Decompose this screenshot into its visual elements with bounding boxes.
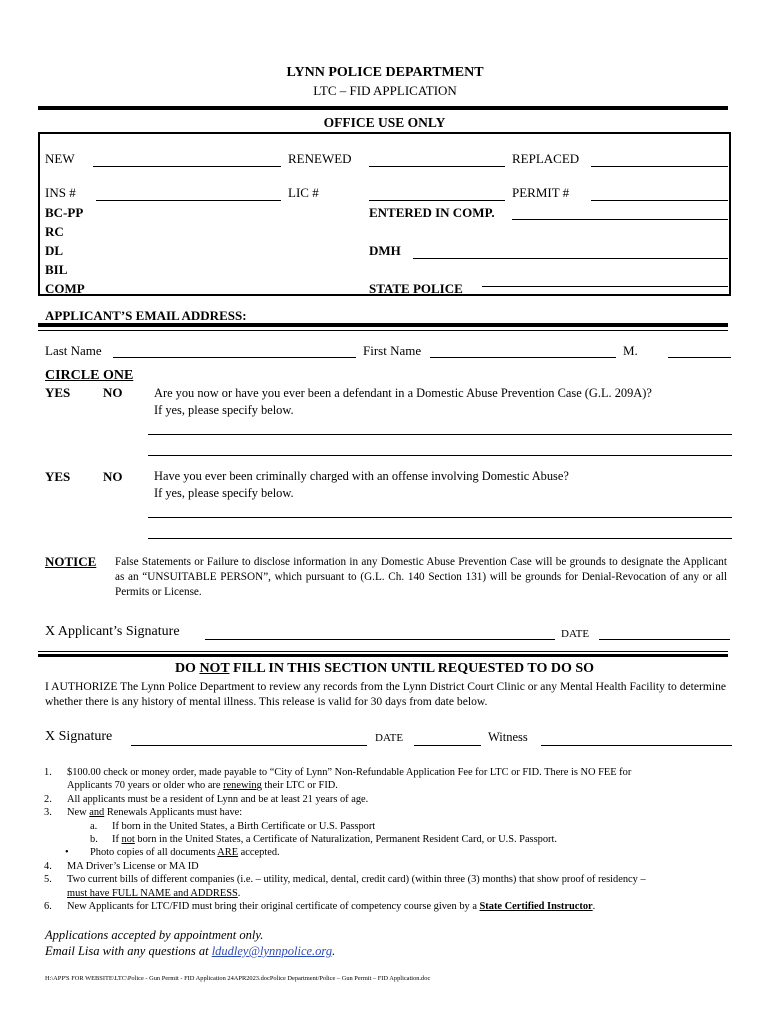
witness-field[interactable]: [541, 745, 732, 746]
requirement-1-part: Applicants 70 years or older who are: [67, 780, 224, 792]
q2-specify: If yes, please specify below.: [154, 486, 294, 500]
office-box-top-rule: [38, 132, 731, 134]
dl-label: DL: [45, 243, 64, 258]
email-label: APPLICANT’S EMAIL ADDRESS:: [45, 308, 247, 323]
file-path: H:\APP'S FOR WEBSITE\LTC\Police - Gun Permit - FID Application 24APR2023.docPolice Department/Police – Gun Permit – FID Application.doc: [45, 975, 431, 982]
list-number: 5.: [44, 874, 52, 886]
q2-no[interactable]: NO: [103, 469, 123, 484]
email-rule-thin: [38, 330, 728, 331]
q1-yes[interactable]: YES: [45, 385, 71, 400]
circle-one-label: CIRCLE ONE: [45, 368, 134, 383]
replaced-field[interactable]: [591, 166, 728, 167]
bcpp-label: BC-PP: [45, 205, 84, 220]
requirements-list: [44, 766, 734, 913]
release-heading: [38, 661, 731, 677]
renewed-field[interactable]: [369, 166, 505, 167]
q2-text: Have you ever been criminally charged with an offense involving Domestic Abuse?: [154, 469, 569, 483]
email-note-end: .: [332, 944, 336, 958]
q1-answer-line-1[interactable]: [148, 434, 732, 435]
list-number: 3.: [44, 807, 52, 819]
state-police-label: STATE POLICE: [369, 281, 463, 296]
requirement-4: [44, 860, 734, 873]
email-rule: [38, 323, 728, 327]
form-title: LTC – FID APPLICATION: [313, 83, 457, 98]
release-rule-thin: [38, 651, 728, 652]
dmh-label: DMH: [369, 243, 401, 258]
dmh-field[interactable]: [413, 258, 728, 259]
notice-text: False Statements or Failure to disclose information in any Domestic Abuse Prevention Case will be grounds to designate the Applicant as an “UNSUITABLE PERSON”, which pursuant to (G.L. Ch. 140 Section 131) will be grounds for Denial-Revocation of any or all Permits or License.: [115, 556, 727, 598]
requirement-6: [44, 900, 734, 913]
new-label: NEW: [45, 151, 75, 166]
permit-field[interactable]: [591, 200, 728, 201]
requirement-6-part: New Applicants for LTC/FID must bring their original certificate of competency course given by a: [67, 901, 480, 913]
lic-field[interactable]: [369, 200, 505, 201]
witness-label: Witness: [488, 730, 528, 744]
release-heading-pre: DO: [174, 661, 200, 676]
release-text: I AUTHORIZE The Lynn Police Department to review any records from the Lynn District Court Clinic or any Mental Health Facility to determine whether there is any history of mental illness. This release is valid for 30 days from date below.: [45, 680, 727, 708]
signature-label: X Signature: [45, 729, 113, 744]
renewed-label: RENEWED: [288, 151, 352, 166]
list-number: 6.: [44, 901, 52, 913]
list-letter: b.: [90, 834, 98, 846]
entered-label: ENTERED IN COMP.: [369, 205, 495, 220]
notice-label: NOTICE: [45, 554, 97, 569]
signature-date-label: DATE: [375, 732, 404, 744]
requirement-3a-text: If born in the United States, a Birth Certificate or U.S. Passport: [112, 820, 376, 832]
q1-no[interactable]: NO: [103, 385, 123, 400]
requirement-6-end: .: [592, 901, 596, 913]
header-rule: [38, 106, 728, 110]
release-heading-post: FILL IN THIS SECTION UNTIL REQUESTED TO DO SO: [229, 661, 595, 676]
list-number: 4.: [44, 860, 52, 872]
requirement-3-part-end: Renewals Applicants must have:: [104, 807, 243, 819]
bil-label: BIL: [45, 262, 68, 277]
requirement-1-part-end: their LTC or FID.: [261, 780, 338, 792]
requirement-3-and: and: [89, 807, 105, 819]
requirement-2: [44, 793, 734, 806]
requirement-bullet-are: ARE: [217, 847, 239, 859]
requirement-5-text: Two current bills of different companies (i.e. – utility, medical, dental, credit card) (within three (3) months) that show proof of residency –: [67, 874, 646, 886]
applicant-signature-field[interactable]: [205, 639, 555, 640]
q2-answer-line-2[interactable]: [148, 538, 732, 539]
email-note: [45, 944, 335, 959]
state-police-field[interactable]: [482, 286, 728, 287]
requirement-5-end: .: [237, 887, 241, 899]
requirement-6-instructor: State Certified Instructor: [479, 901, 593, 913]
requirement-1-text-cont: [67, 779, 734, 792]
q2-yes[interactable]: YES: [45, 469, 71, 484]
q2-answer-line-1[interactable]: [148, 517, 732, 518]
q1-text: Are you now or have you ever been a defendant in a Domestic Abuse Prevention Case (G.L. 209A)?: [154, 386, 652, 400]
requirement-4-text: MA Driver’s License or MA ID: [67, 860, 199, 872]
office-use-title: OFFICE USE ONLY: [323, 115, 446, 130]
requirement-3a: [44, 820, 734, 833]
replaced-label: REPLACED: [512, 151, 580, 166]
email-note-text: Email Lisa with any questions at: [45, 944, 212, 958]
list-number: 1.: [44, 767, 52, 778]
q1-answer-line-2[interactable]: [148, 455, 732, 456]
requirement-3-text: [67, 806, 734, 819]
lic-label: LIC #: [288, 185, 319, 200]
requirement-1-text: $100.00 check or money order, made payable to “City of Lynn” Non-Refundable Application Fee for LTC or FID. There is NO FEE for: [67, 767, 632, 778]
applicant-signature-label: X Applicant’s Signature: [45, 624, 180, 639]
requirement-1: [44, 766, 734, 793]
requirement-3b-not: not: [121, 834, 135, 846]
ins-field[interactable]: [96, 200, 281, 201]
last-name-label: Last Name: [45, 343, 102, 358]
requirement-1-renewing: renewing: [223, 780, 262, 792]
permit-label: PERMIT #: [512, 185, 570, 200]
signature-field[interactable]: [131, 745, 367, 746]
requirement-5: [44, 873, 734, 900]
appointment-note: Applications accepted by appointment only.: [45, 928, 264, 942]
requirement-2-text: All applicants must be a resident of Lynn and be at least 21 years of age.: [67, 793, 369, 805]
requirement-3-part: New: [67, 807, 90, 819]
release-heading-not: NOT: [199, 661, 230, 676]
bullet-icon: •: [65, 847, 69, 859]
last-name-field[interactable]: [113, 357, 356, 358]
ins-label: INS #: [45, 185, 76, 200]
q1-specify: If yes, please specify below.: [154, 403, 294, 417]
applicant-date-field[interactable]: [599, 639, 730, 640]
requirement-3b-part-end: born in the United States, a Certificate of Naturalization, Permanent Resident Card, or U.S. Passport.: [134, 834, 557, 846]
email-link[interactable]: ldudley@lynnpolice.org: [211, 944, 333, 958]
first-name-field[interactable]: [430, 357, 616, 358]
signature-date-field[interactable]: [414, 745, 481, 746]
applicant-date-label: DATE: [561, 628, 590, 640]
requirement-3: [44, 806, 734, 819]
first-name-label: First Name: [363, 343, 422, 358]
list-letter: a.: [90, 820, 98, 832]
new-field[interactable]: [93, 166, 281, 167]
entered-field[interactable]: [512, 219, 728, 220]
release-rule: [38, 654, 728, 657]
department-title: LYNN POLICE DEPARTMENT: [286, 65, 484, 80]
rc-label: RC: [45, 224, 64, 239]
requirement-5-full-name: must have FULL NAME and ADDRESS: [67, 887, 238, 899]
requirement-3-bullet: [44, 846, 734, 859]
requirement-bullet-part-end: accepted.: [238, 847, 280, 859]
middle-field[interactable]: [668, 357, 731, 358]
requirement-3b: [44, 833, 734, 846]
requirement-3b-part: If: [112, 834, 122, 846]
comp-label: COMP: [45, 281, 85, 296]
requirement-bullet-part: Photo copies of all documents: [90, 847, 218, 859]
middle-label: M.: [623, 343, 638, 358]
list-number: 2.: [44, 793, 52, 805]
